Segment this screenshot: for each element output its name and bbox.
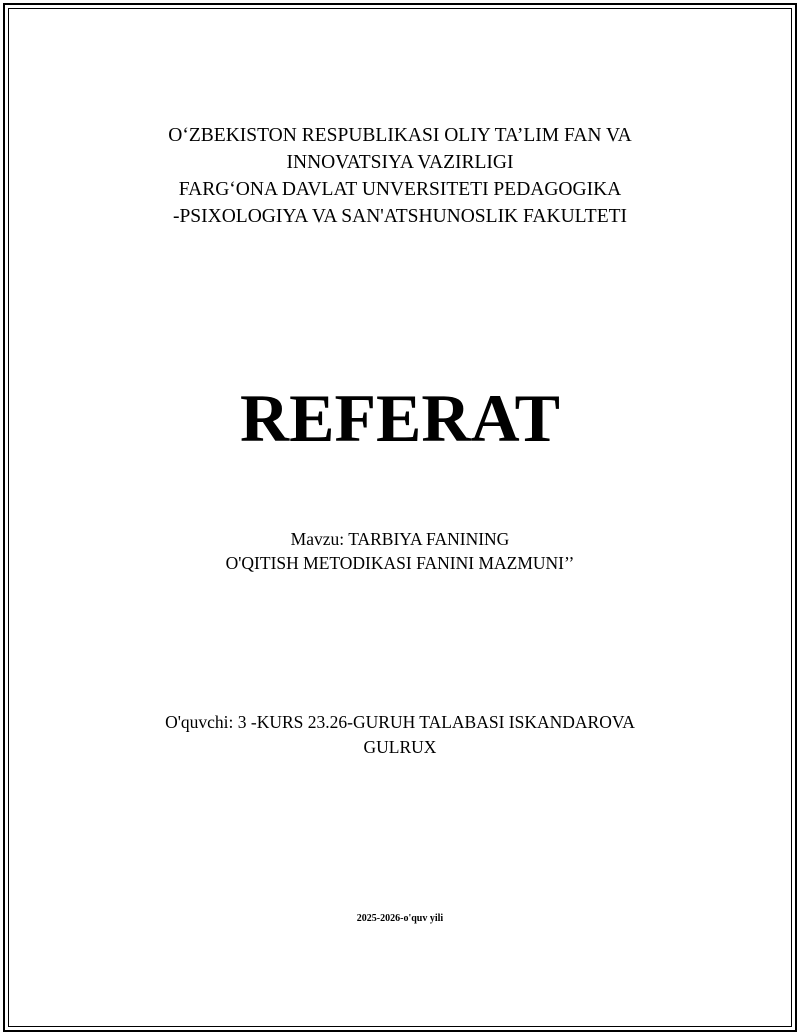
header-line-university: FARG‘ONA DAVLAT UNVERSITETI PEDAGOGIKA	[178, 179, 622, 200]
student-block	[0, 710, 800, 760]
header-line-faculty: -PSIXOLOGIYA VA SAN'ATSHUNOSLIK FAKULTETI	[172, 206, 628, 227]
header-line-ministry-cont: INNOVATSIYA VAZIRLIGI	[286, 152, 514, 173]
header-line-ministry: O‘ZBEKISTON RESPUBLIKASI OLIY TA’LIM FAN VA	[168, 125, 632, 146]
topic-line-2: O'QITISH METODIKASI FANINI MAZMUNI’’	[225, 553, 575, 573]
document-title: REFERAT	[240, 380, 560, 456]
topic-line-1: Mavzu: TARBIYA FANINING	[290, 529, 510, 549]
institution-header	[0, 122, 800, 230]
student-line-1: O'quvchi: 3 -KURS 23.26-GURUH TALABASI ISKANDAROVA	[165, 712, 635, 732]
academic-year: 2025-2026-o'quv yili	[356, 913, 444, 924]
student-line-2: GULRUX	[363, 737, 437, 757]
topic-block	[0, 527, 800, 575]
